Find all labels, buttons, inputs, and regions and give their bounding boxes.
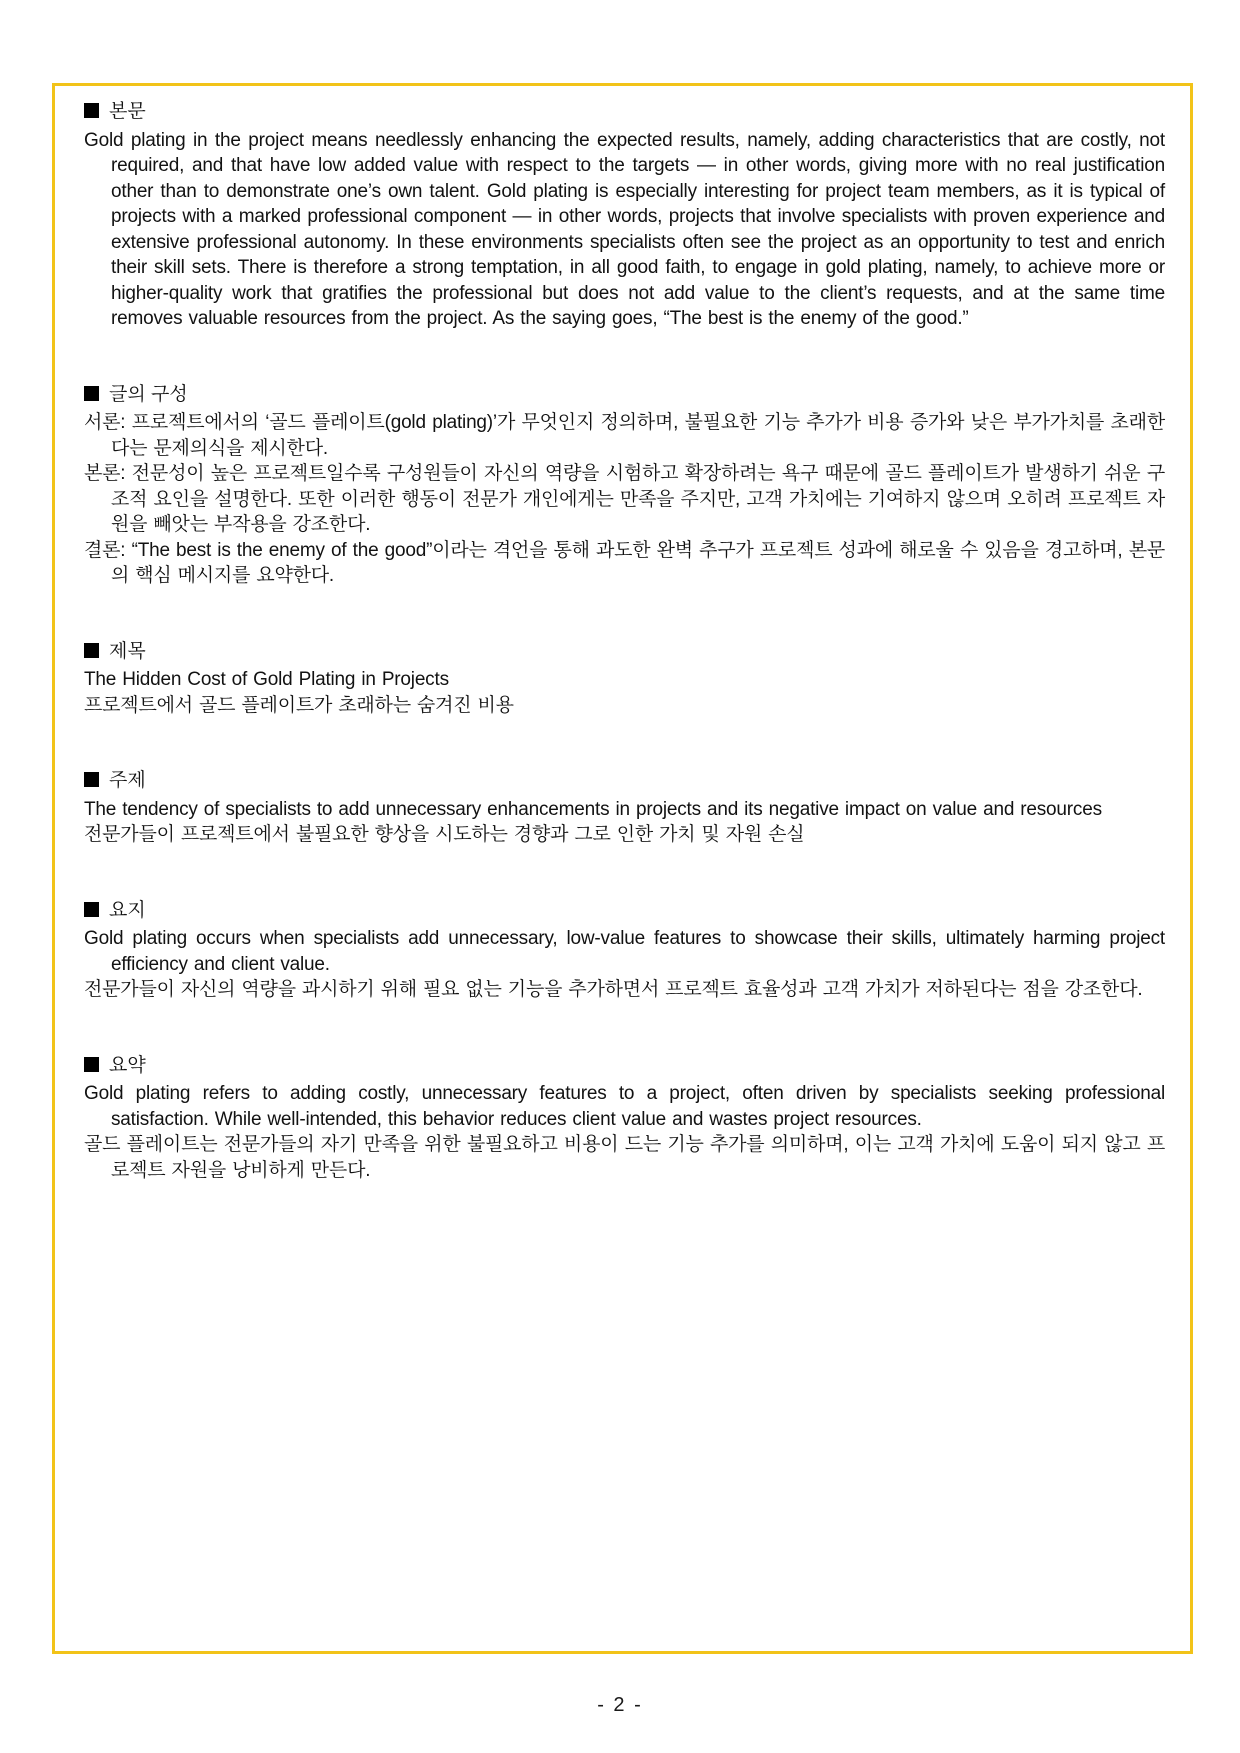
title-korean: 프로젝트에서 골드 플레이트가 초래하는 숨겨진 비용	[84, 694, 514, 716]
section-header	[84, 768, 1165, 794]
section-header	[84, 898, 1165, 924]
section-structure	[84, 382, 1165, 589]
square-bullet-icon	[84, 1057, 99, 1072]
gist-korean: 전문가들이 자신의 역량을 과시하기 위해 필요 없는 기능을 추가하면서 프로젝트 효율성과 고객 가치가 저하된다는 점을 강조한다.	[84, 979, 1143, 1000]
section-header	[84, 99, 1165, 125]
summary-english: Gold plating refers to adding costly, unnecessary features to a project, often driven by specialists seeking professional satisfaction. While well-intended, this behavior reduces client value and wastes project resources.	[84, 1083, 1165, 1130]
topic-english: The tendency of specialists to add unnecessary enhancements in projects and its negative impact on value and resources	[84, 798, 1102, 820]
structure-conclusion-paragraph: 결론: “The best is the enemy of the good”이라는 격언을 통해 과도한 완벽 추구가 프로젝트 성과에 해로울 수 있음을 경고하며, 본문의 핵심 메시지를 요약한다.	[84, 539, 1165, 586]
square-bullet-icon	[84, 386, 99, 401]
section-summary	[84, 1053, 1165, 1184]
section-body-text	[84, 99, 1165, 332]
topic-korean: 전문가들이 프로젝트에서 불필요한 향상을 시도하는 경향과 그로 인한 가치 및 자원 손실	[84, 824, 805, 845]
section-title: 제목	[109, 640, 146, 662]
section-gist	[84, 898, 1165, 1003]
square-bullet-icon	[84, 902, 99, 917]
section-title: 요약	[109, 1054, 146, 1076]
section-title: 본문	[109, 101, 146, 122]
summary-korean: 골드 플레이트는 전문가들의 자기 만족을 위한 불필요하고 비용이 드는 기능 추가를 의미하며, 이는 고객 가치에 도움이 되지 않고 프로젝트 자원을 낭비하게 만든다.	[84, 1134, 1165, 1181]
section-title: 주제	[109, 770, 146, 791]
section-topic	[84, 768, 1165, 848]
section-header	[84, 639, 1165, 665]
section-title-en-ko	[84, 639, 1165, 719]
section-header	[84, 1053, 1165, 1079]
square-bullet-icon	[84, 643, 99, 658]
gist-english: Gold plating occurs when specialists add unnecessary, low-value features to showcase their skills, ultimately harming project efficiency and client value.	[84, 928, 1165, 975]
body-paragraph: Gold plating in the project means needlessly enhancing the expected results, namely, adding characteristics that are costly, not required, and that have low added value with respect to the targets — in other words, giving more with no real justification other than to demonstrate one’s own talent. Gold plating is especially interesting for project team members, as it is typical of projects with a marked professional component — in other words, projects that involve specialists with proven experience and extensive professional autonomy. In these environments specialists often see the project as an opportunity to test and enrich their skill sets. There is therefore a strong temptation, in all good faith, to engage in gold plating, namely, to achieve more or higher-quality work that gratifies the professional but does not add value to the client’s requests, and at the same time removes valuable resources from the project. As the saying goes, “The best is the enemy of the good.”	[84, 129, 1165, 329]
square-bullet-icon	[84, 103, 99, 118]
structure-main-paragraph: 본론: 전문성이 높은 프로젝트일수록 구성원들이 자신의 역량을 시험하고 확장하려는 욕구 때문에 골드 플레이트가 발생하기 쉬운 구조적 요인을 설명한다. 또한 이러한 행동이 전문가 개인에게는 만족을 주지만, 고객 가치에는 기여하지 않으며 오히려 프로젝트 자원을 빼앗는 부작용을 강조한다.	[84, 463, 1165, 535]
section-title: 요지	[109, 899, 146, 921]
section-title: 글의 구성	[109, 383, 188, 405]
page-frame	[52, 83, 1193, 1654]
title-english: The Hidden Cost of Gold Plating in Projects	[84, 669, 449, 690]
structure-intro-paragraph: 서론: 프로젝트에서의 ‘골드 플레이트(gold plating)’가 무엇인지 정의하며, 불필요한 기능 추가가 비용 증가와 낮은 부가가치를 초래한다는 문제의식을 제시한다.	[84, 412, 1165, 459]
section-header	[84, 382, 1165, 408]
square-bullet-icon	[84, 772, 99, 787]
page-number: - 2 -	[597, 1694, 643, 1716]
